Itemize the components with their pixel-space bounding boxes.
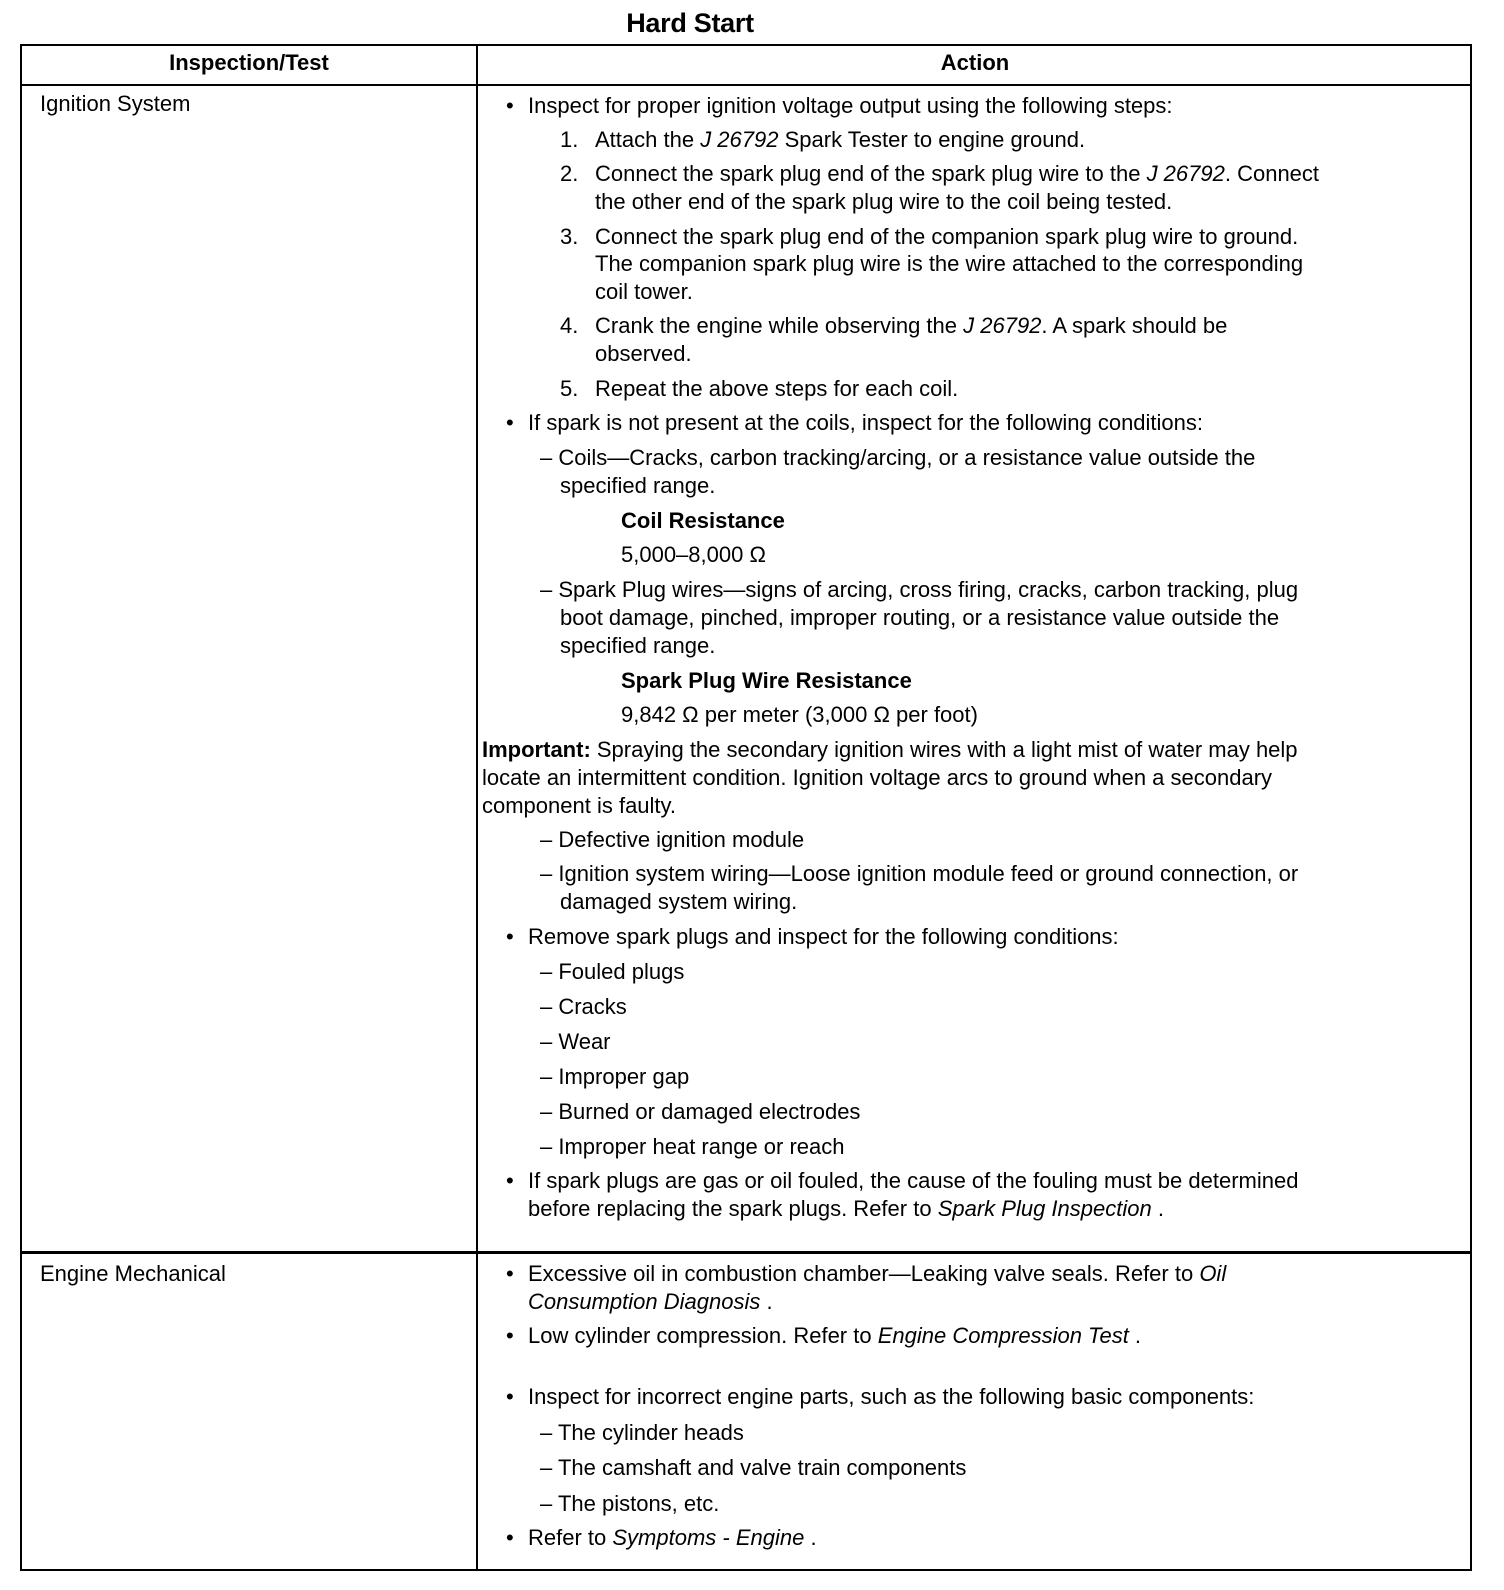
link-spark-plug-inspection[interactable]: Spark Plug Inspection	[937, 1196, 1152, 1221]
condition-coils: – Coils—Cracks, carbon tracking/arcing, or a resistance value outside the	[540, 445, 1256, 470]
step-number: 1.	[560, 127, 579, 152]
step-3: Connect the spark plug end of the companion spark plug wire to ground.	[595, 224, 1299, 249]
remove-plugs-intro: Remove spark plugs and inspect for the following conditions:	[528, 924, 1119, 949]
low-compression: Low cylinder compression. Refer to Engine Compression Test .	[528, 1323, 1142, 1348]
tool-ref: J 26792	[963, 313, 1042, 338]
step-1: Attach the J 26792 Spark Tester to engine ground.	[595, 127, 1086, 152]
spec-value: 5,000–8,000 Ω	[621, 542, 766, 567]
plug-condition: – Improper gap	[540, 1064, 690, 1089]
important-note-cont: locate an intermittent condition. Ignition voltage arcs to ground when a secondary	[482, 765, 1273, 790]
important-note: Important: Spraying the secondary ignition wires with a light mist of water may help	[482, 737, 1298, 762]
bullet-icon: •	[506, 1261, 514, 1286]
condition-coils-cont: specified range.	[560, 473, 716, 498]
plug-condition: – Burned or damaged electrodes	[540, 1099, 861, 1124]
plug-condition: – Improper heat range or reach	[540, 1134, 845, 1159]
bullet-icon: •	[506, 1168, 514, 1193]
spec-title: Coil Resistance	[621, 508, 785, 533]
step-5: Repeat the above steps for each coil.	[595, 376, 959, 401]
row-label-ignition-system: Ignition System	[40, 91, 191, 116]
bullet-icon: •	[506, 1384, 514, 1409]
step-2: Connect the spark plug end of the spark plug wire to the J 26792. Connect	[595, 161, 1320, 186]
step-4: Crank the engine while observing the J 26792. A spark should be	[595, 313, 1228, 338]
step-number: 2.	[560, 161, 579, 186]
component-item: – The camshaft and valve train components	[540, 1455, 967, 1480]
column-divider	[476, 46, 478, 1569]
condition-cont: specified range.	[560, 633, 716, 658]
incorrect-parts-intro: Inspect for incorrect engine parts, such as the following basic components:	[528, 1384, 1255, 1409]
step-4-cont: observed.	[595, 341, 692, 366]
column-header-action: Action	[940, 50, 1010, 75]
step-2-cont: the other end of the spark plug wire to the coil being tested.	[595, 189, 1173, 214]
refer-symptoms: Refer to Symptoms - Engine .	[528, 1525, 817, 1550]
condition-ignition-module: – Defective ignition module	[540, 827, 805, 852]
condition-ignition-wiring: – Ignition system wiring—Loose ignition module feed or ground connection, or	[540, 861, 1299, 886]
plug-condition: – Wear	[540, 1029, 611, 1054]
component-item: – The pistons, etc.	[540, 1491, 720, 1516]
step-3-cont: coil tower.	[595, 279, 693, 304]
step-intro: Inspect for proper ignition voltage output using the following steps:	[528, 93, 1173, 118]
link-symptoms-engine[interactable]: Symptoms - Engine	[612, 1525, 805, 1550]
plug-condition: – Fouled plugs	[540, 959, 685, 984]
step-number: 4.	[560, 313, 579, 338]
bullet-icon: •	[506, 924, 514, 949]
conditions-intro: If spark is not present at the coils, inspect for the following conditions:	[528, 410, 1204, 435]
condition-spark-plug-wires: – Spark Plug wires—signs of arcing, cross firing, cracks, carbon tracking, plug	[540, 577, 1299, 602]
step-3-cont: The companion spark plug wire is the wire attached to the corresponding	[595, 251, 1304, 276]
header-divider	[22, 84, 1470, 86]
bullet-icon: •	[506, 1525, 514, 1550]
step-number: 3.	[560, 224, 579, 249]
bullet-icon: •	[506, 1323, 514, 1348]
fouling-note-cont: before replacing the spark plugs. Refer to Spark Plug Inspection .	[528, 1196, 1164, 1221]
bullet-icon: •	[506, 93, 514, 118]
tool-ref: J 26792	[1146, 161, 1225, 186]
spec-title: Spark Plug Wire Resistance	[621, 668, 912, 693]
diagnosis-table	[20, 44, 1472, 1571]
fouling-note: If spark plugs are gas or oil fouled, the cause of the fouling must be determined	[528, 1168, 1299, 1193]
component-item: – The cylinder heads	[540, 1420, 744, 1445]
page-title: Hard Start	[626, 8, 754, 38]
row-label-engine-mechanical: Engine Mechanical	[40, 1261, 226, 1286]
condition-cont: damaged system wiring.	[560, 889, 798, 914]
link-oil-consumption-diagnosis[interactable]: Consumption Diagnosis	[528, 1289, 761, 1314]
important-label: Important:	[482, 737, 591, 762]
spec-value: 9,842 Ω per meter (3,000 Ω per foot)	[621, 702, 978, 727]
column-header-inspection: Inspection/Test	[169, 50, 329, 75]
condition-cont: boot damage, pinched, improper routing, or a resistance value outside the	[560, 605, 1280, 630]
excessive-oil-cont: Consumption Diagnosis .	[528, 1289, 773, 1314]
important-note-cont: component is faulty.	[482, 793, 677, 818]
step-number: 5.	[560, 376, 579, 401]
excessive-oil: Excessive oil in combustion chamber—Leaking valve seals. Refer to Oil	[528, 1261, 1227, 1286]
row-divider	[22, 1251, 1470, 1254]
tool-ref: J 26792	[700, 127, 779, 152]
link-engine-compression-test[interactable]: Engine Compression Test	[877, 1323, 1129, 1348]
bullet-icon: •	[506, 410, 514, 435]
plug-condition: – Cracks	[540, 994, 627, 1019]
